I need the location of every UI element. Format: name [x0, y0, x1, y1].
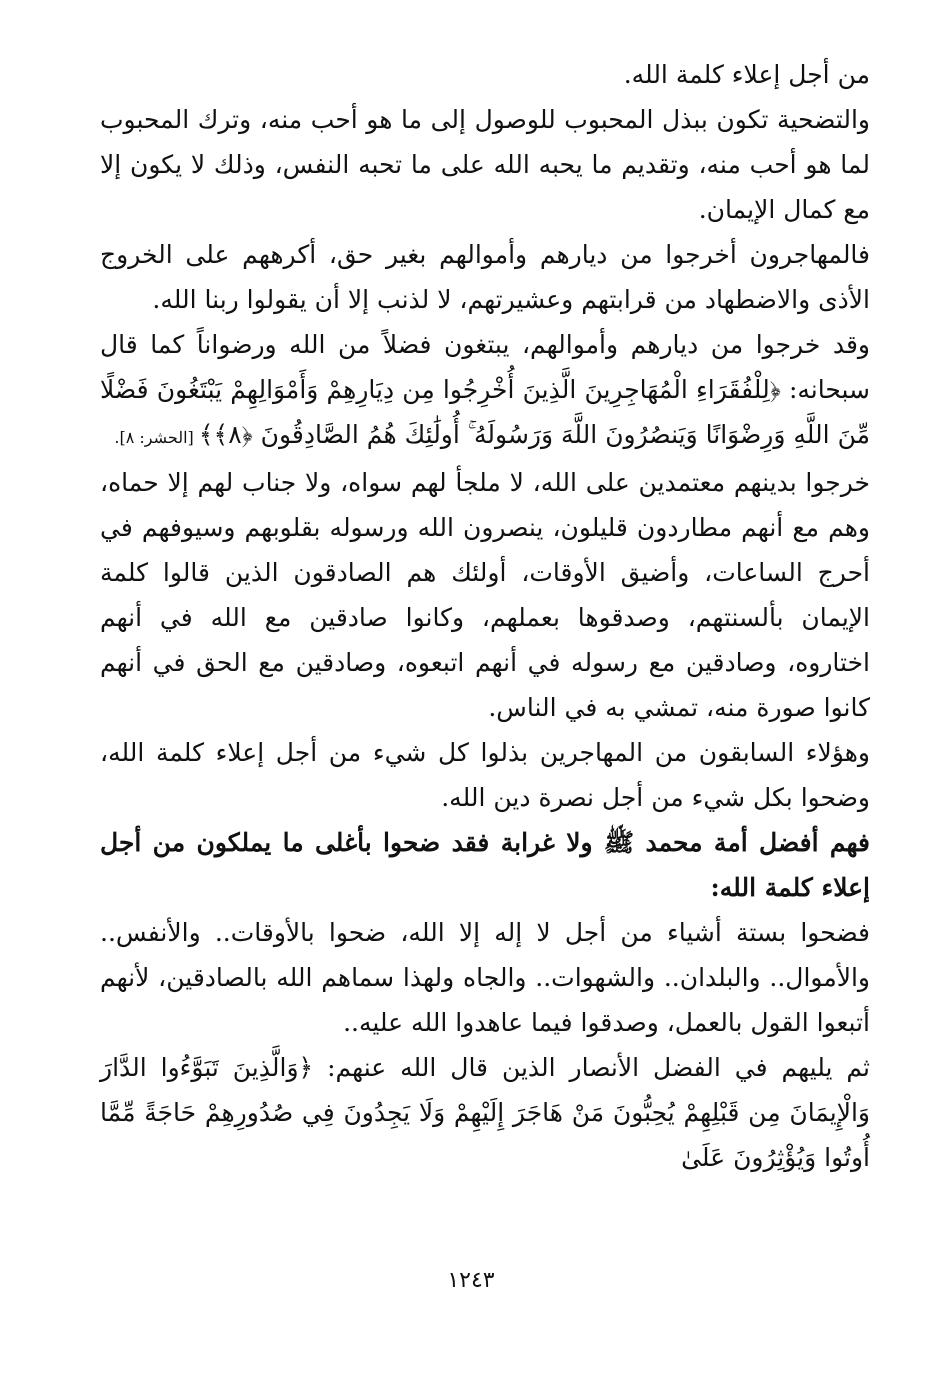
paragraph-ansar-verse [100, 1045, 870, 1180]
paragraph-intro: من أجل إعلاء كلمة الله. [623, 60, 870, 89]
quran-verse-hashr-8: ﴿لِلْفُقَرَاءِ الْمُهَاجِرِينَ الَّذِينَ أُخْرِجُوا مِن دِيَارِهِمْ وَأَمْوَالِهِمْ يَبْتَغُونَ فَضْلًا مِّنَ اللَّهِ وَرِضْوَانًا وَيَنصُرُونَ اللَّهَ وَرَسُولَهُ ۚ أُولَٰئِكَ هُمُ الصَّادِقُونَ ﴿٨﴾﴾ [100, 375, 870, 449]
paragraph-hashr-verse [100, 322, 870, 460]
paragraph-six-sacrifices: فضحوا بستة أشياء من أجل لا إله إلا الله، ضحوا بالأوقات.. والأنفس.. والأموال.. والبلدان.. والشهوات.. والجاه ولهذا سماهم الله بالصادقين، لأنهم أتبعوا القول بالعمل، وصدقوا فيما عاهدوا الله عليه.. [100, 918, 870, 1037]
paragraph-muhajirun-expelled: فالمهاجرون أخرجوا من ديارهم وأموالهم بغير حق، أكرههم على الخروج الأذى والاضطهاد من قرابتهم وعشيرتهم، لا لذنب إلا أن يقولوا ربنا الله. [100, 240, 870, 314]
paragraph-truthful-ones: خرجوا بدينهم معتمدين على الله، لا ملجأ لهم سواه، ولا جناب لهم إلا حماه، وهم مع أنهم مطاردون قليلون، ينصرون الله ورسوله بقلوبهم وسيوفهم في أحرج الساعات، وأضيق الأوقات، أولئك هم الصادقون الذين قالوا كلمة الإيمان بألسنتهم، وصدقوها بعملهم، وكانوا صادقين مع الله في أنهم اختاروه، وصادقين مع رسوله في أنهم اتبعوه، وصادقين مع الحق في أنهم كانوا صورة منه، تمشي به في الناس. [100, 468, 870, 722]
paragraph-sacrifice-definition: والتضحية تكون ببذل المحبوب للوصول إلى ما هو أحب منه، وترك المحبوب لما هو أحب منه، وتقديم ما يحبه الله على ما تحبه النفس، وذلك لا يكون إلا مع كمال الإيمان. [100, 105, 870, 224]
paragraph-hashr-intro: وقد خرجوا من ديارهم وأموالهم، يبتغون فضلاً من الله ورضواناً كما قال سبحانه: [100, 330, 870, 404]
paragraph-ansar-intro: ثم يليهم في الفضل الأنصار الذين قال الله عنهم: [313, 1053, 870, 1082]
quran-verse-hashr-9: ﴿وَالَّذِينَ تَبَوَّءُوا الدَّارَ وَالْإِيمَانَ مِن قَبْلِهِمْ يُحِبُّونَ مَنْ هَاجَرَ إِلَيْهِمْ وَلَا يَجِدُونَ فِي صُدُورِهِمْ حَاجَةً مِّمَّا أُوتُوا وَيُؤْثِرُونَ عَلَىٰ [100, 1053, 870, 1172]
page-number: ١٢٤٣ [447, 1268, 495, 1293]
paragraph-best-of-ummah: فهم أفضل أمة محمد ﷺ ولا غرابة فقد ضحوا بأغلى ما يملكون من أجل إعلاء كلمة الله: [100, 828, 870, 902]
paragraph-early-muhajirun: وهؤلاء السابقون من المهاجرين بذلوا كل شيء من أجل إعلاء كلمة الله، وضحوا بكل شيء من أجل نصرة دين الله. [100, 738, 870, 812]
page-body [100, 52, 870, 1180]
verse-reference: [الحشر: ٨]. [114, 428, 199, 447]
